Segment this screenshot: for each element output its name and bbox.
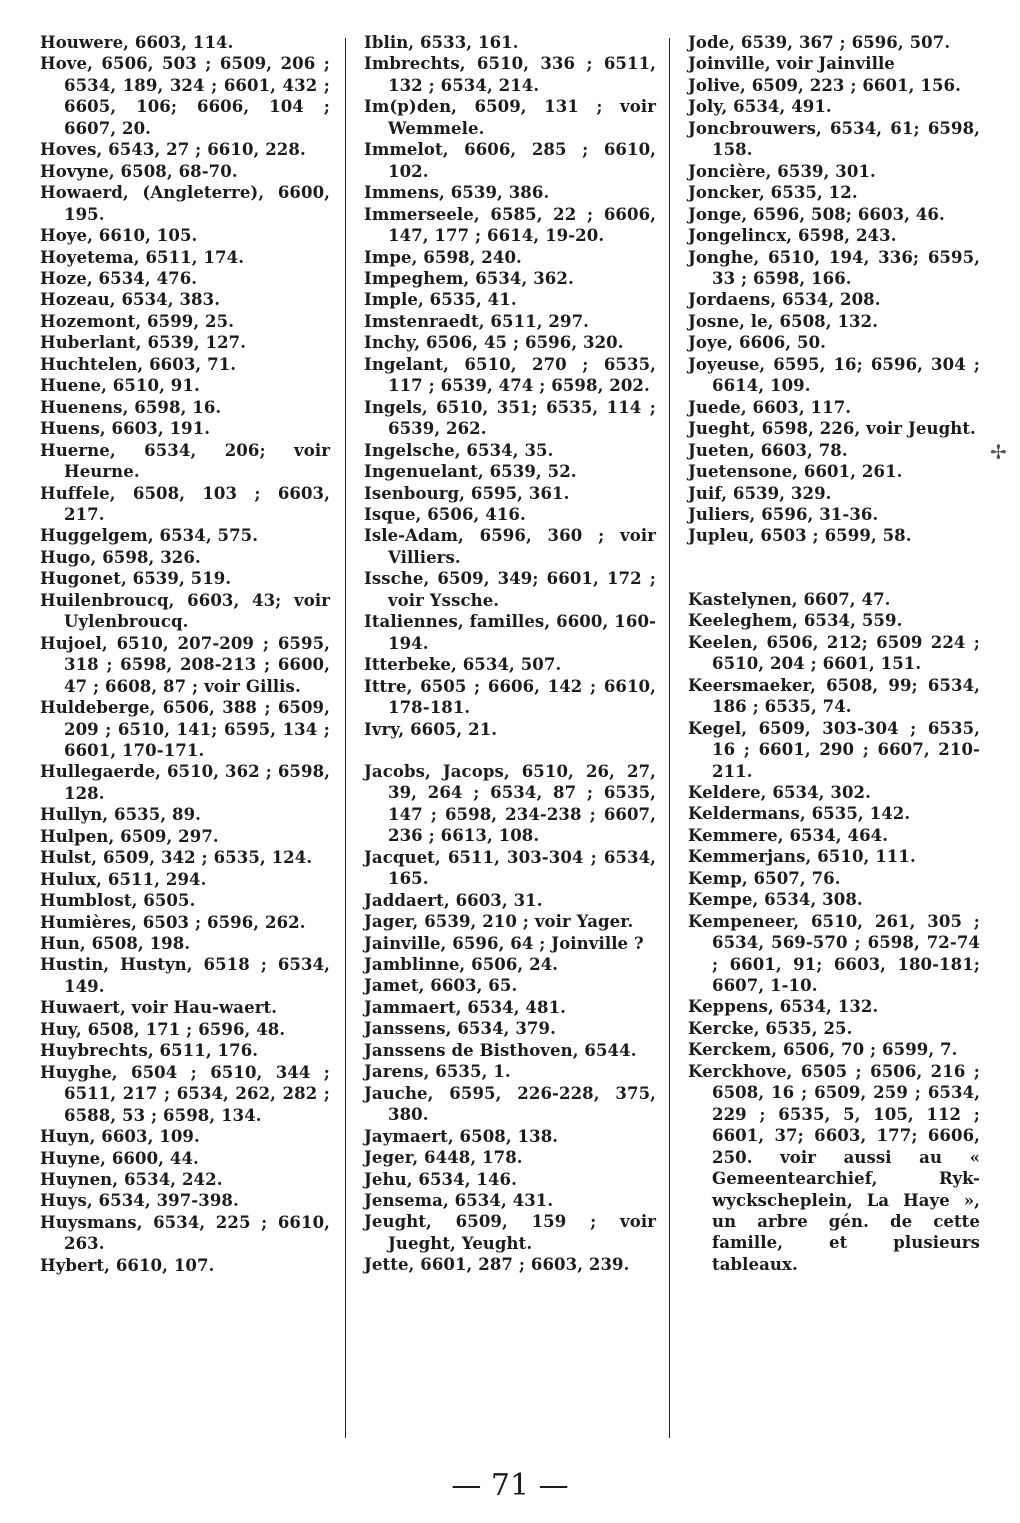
margin-mark: ✢ <box>990 440 1007 464</box>
index-entry: Hoye, 6610, 105. <box>40 226 198 246</box>
column-divider <box>669 38 670 1438</box>
index-entry: Hozemont, 6599, 25. <box>40 311 235 331</box>
index-entry: Howaerd, (Angleterre), 6600, 195. <box>40 183 330 224</box>
index-entry: Impe, 6598, 240. <box>364 247 522 267</box>
index-entry: Juliers, 6596, 31-36. <box>688 504 879 524</box>
index-entry: Janssens, 6534, 379. <box>364 1019 556 1039</box>
index-entry: Imbrechts, 6510, 336 ; 6511, 132 ; 6534, 214. <box>364 54 656 95</box>
index-entry: Hun, 6508, 198. <box>40 934 191 954</box>
section-gap <box>688 568 980 589</box>
index-entry: Josne, le, 6508, 132. <box>688 311 879 331</box>
index-entry: Ingelsche, 6534, 35. <box>364 440 554 460</box>
index-entry: Kerckhove, 6505 ; 6506, 216 ; 6508, 16 ; 6509, 259 ; 6534, 229 ; 6535, 5, 105, 112 ; 6601, 37; 6603, 177; 6606, 250. voir aussi au « Gemeentearchief, Ryk-wyckscheplein, La Haye », un arbre gén. de cette famille, et plusieurs tableaux. <box>688 1061 980 1274</box>
index-entry: Impeghem, 6534, 362. <box>364 268 574 288</box>
index-entry: Keldermans, 6535, 142. <box>688 804 911 824</box>
index-column-1 <box>40 32 330 1276</box>
index-entry: Huens, 6603, 191. <box>40 419 211 439</box>
index-entry: Isque, 6506, 416. <box>364 504 526 524</box>
index-entry: Humières, 6503 ; 6596, 262. <box>40 912 306 932</box>
index-entry: Hovyne, 6508, 68-70. <box>40 161 238 181</box>
index-entry: Jongelincx, 6598, 243. <box>688 226 897 246</box>
page-number: — 71 — <box>451 1468 569 1503</box>
index-entry: Hoyetema, 6511, 174. <box>40 247 245 267</box>
index-entry: Imple, 6535, 41. <box>364 290 517 310</box>
index-entry: Iblin, 6533, 161. <box>364 33 519 52</box>
index-entry: Kercke, 6535, 25. <box>688 1018 853 1038</box>
index-entry: Joye, 6606, 50. <box>688 333 827 353</box>
index-entry: Huffele, 6508, 103 ; 6603, 217. <box>40 483 330 524</box>
index-entry: Jarens, 6535, 1. <box>364 1062 511 1082</box>
index-entry: Huene, 6510, 91. <box>40 376 200 396</box>
index-entry: Hove, 6506, 503 ; 6509, 206 ; 6534, 189, 324 ; 6601, 432 ; 6605, 106; 6606, 104 ; 6607, 20. <box>40 54 330 138</box>
index-entry: Imstenraedt, 6511, 297. <box>364 311 590 331</box>
index-entry: Jonge, 6596, 508; 6603, 46. <box>688 204 945 224</box>
index-entry: Hustin, Hustyn, 6518 ; 6534, 149. <box>40 955 330 996</box>
index-entry: Keeleghem, 6534, 559. <box>688 611 903 631</box>
index-entry: Jupleu, 6503 ; 6599, 58. <box>688 526 912 546</box>
index-entry: Ingels, 6510, 351; 6535, 114 ; 6539, 262. <box>364 397 656 439</box>
column-divider <box>345 38 346 1438</box>
index-entry: Keldere, 6534, 302. <box>688 782 871 802</box>
index-entry: Keppens, 6534, 132. <box>688 997 879 1017</box>
index-entry: Huldeberge, 6506, 388 ; 6509, 209 ; 6510, 141; 6595, 134 ; 6601, 170-171. <box>40 698 330 760</box>
index-entry: Jaddaert, 6603, 31. <box>364 890 543 910</box>
index-entry: Huyghe, 6504 ; 6510, 344 ; 6511, 217 ; 6534, 262, 282 ; 6588, 53 ; 6598, 134. <box>40 1062 330 1125</box>
index-entry: Kemmere, 6534, 464. <box>688 825 889 845</box>
index-entry: Ivry, 6605, 21. <box>364 719 498 739</box>
index-entry: Huberlant, 6539, 127. <box>40 333 247 353</box>
index-entry: Hugonet, 6539, 519. <box>40 569 232 589</box>
index-entry: Huy, 6508, 171 ; 6596, 48. <box>40 1019 286 1039</box>
index-entry: Kastelynen, 6607, 47. <box>688 589 891 609</box>
index-entry: Kerckem, 6506, 70 ; 6599, 7. <box>688 1040 958 1060</box>
index-entry: Jode, 6539, 367 ; 6596, 507. <box>688 33 951 52</box>
index-entry: Jaymaert, 6508, 138. <box>364 1126 559 1146</box>
index-entry: Ingenuelant, 6539, 52. <box>364 462 577 482</box>
index-entry: Joly, 6534, 491. <box>688 97 832 117</box>
index-entry: Huilenbroucq, 6603, 43; voir Uylenbroucq. <box>40 590 330 632</box>
index-entry: Hugo, 6598, 326. <box>40 547 201 567</box>
index-entry: Jonghe, 6510, 194, 336; 6595, 33 ; 6598, 166. <box>688 247 980 288</box>
section-gap <box>688 547 980 568</box>
index-entry: Jauche, 6595, 226-228, 375, 380. <box>364 1083 656 1125</box>
index-entry: Keelen, 6506, 212; 6509 224 ; 6510, 204 ; 6601, 151. <box>688 632 980 674</box>
index-entry: Jehu, 6534, 146. <box>364 1169 517 1189</box>
index-entry: Hoves, 6543, 27 ; 6610, 228. <box>40 140 306 160</box>
index-entry: Hoze, 6534, 476. <box>40 268 198 288</box>
index-entry: Ittre, 6505 ; 6606, 142 ; 6610, 178-181. <box>364 676 656 718</box>
index-entry: Juif, 6539, 329. <box>688 483 832 503</box>
index-entry: Juetensone, 6601, 261. <box>688 462 903 482</box>
index-entry: Keersmaeker, 6508, 99; 6534, 186 ; 6535, 74. <box>688 675 980 717</box>
index-entry: Huyne, 6600, 44. <box>40 1148 199 1168</box>
index-entry: Huggelgem, 6534, 575. <box>40 526 259 546</box>
index-entry: Kempe, 6534, 308. <box>688 890 863 910</box>
index-entry: Im(p)den, 6509, 131 ; voir Wemmele. <box>364 97 656 138</box>
index-entry: Huynen, 6534, 242. <box>40 1170 223 1190</box>
index-entry: Huybrechts, 6511, 176. <box>40 1041 259 1061</box>
index-entry: Itterbeke, 6534, 507. <box>364 655 562 675</box>
index-entry: Huwaert, voir Hau-waert. <box>40 998 278 1018</box>
index-entry: Jordaens, 6534, 208. <box>688 290 881 310</box>
index-entry: Jainville, 6596, 64 ; Joinville ? <box>364 933 644 953</box>
index-entry: Jeger, 6448, 178. <box>364 1148 523 1168</box>
index-entry: Hullegaerde, 6510, 362 ; 6598, 128. <box>40 762 330 803</box>
index-column-2 <box>364 32 656 1276</box>
index-entry: Hybert, 6610, 107. <box>40 1255 215 1275</box>
index-entry: Joncière, 6539, 301. <box>688 161 876 181</box>
index-entry: Jensema, 6534, 431. <box>364 1191 554 1211</box>
index-entry: Huysmans, 6534, 225 ; 6610, 263. <box>40 1212 330 1254</box>
index-entry: Jeught, 6509, 159 ; voir Jueght, Yeught. <box>364 1212 656 1253</box>
index-entry: Jager, 6539, 210 ; voir Yager. <box>364 912 634 932</box>
index-entry: Huerne, 6534, 206; voir Heurne. <box>40 440 330 482</box>
index-entry: Joncbrouwers, 6534, 61; 6598, 158. <box>688 118 980 160</box>
index-entry: Hulpen, 6509, 297. <box>40 826 219 846</box>
index-entry: Jueten, 6603, 78. <box>688 440 848 460</box>
index-entry: Huyn, 6603, 109. <box>40 1127 200 1147</box>
index-entry: Jacobs, Jacops, 6510, 26, 27, 39, 264 ; 6534, 87 ; 6535, 147 ; 6598, 234-238 ; 6607, 236 ; 6613, 108. <box>364 761 656 846</box>
index-entry: Huchtelen, 6603, 71. <box>40 354 237 374</box>
index-entry: Jette, 6601, 287 ; 6603, 239. <box>364 1255 630 1275</box>
index-entry: Hulst, 6509, 342 ; 6535, 124. <box>40 848 313 868</box>
index-entry: Isenbourg, 6595, 361. <box>364 483 570 503</box>
index-entry: Jolive, 6509, 223 ; 6601, 156. <box>688 75 961 95</box>
index-entry: Kegel, 6509, 303-304 ; 6535, 16 ; 6601, 290 ; 6607, 210-211. <box>688 718 980 781</box>
index-entry: Jammaert, 6534, 481. <box>364 997 567 1017</box>
index-entry: Issche, 6509, 349; 6601, 172 ; voir Yssche. <box>364 569 656 610</box>
index-entry: Joncker, 6535, 12. <box>688 183 858 203</box>
index-entry: Joyeuse, 6595, 16; 6596, 304 ; 6614, 109. <box>688 354 980 396</box>
index-entry: Hulux, 6511, 294. <box>40 869 207 889</box>
section-gap <box>364 740 656 761</box>
index-column-3 <box>688 32 980 1275</box>
index-entry: Hujoel, 6510, 207-209 ; 6595, 318 ; 6598, 208-213 ; 6600, 47 ; 6608, 87 ; voir Gillis. <box>40 633 330 696</box>
index-entry: Houwere, 6603, 114. <box>40 33 234 52</box>
index-entry: Inchy, 6506, 45 ; 6596, 320. <box>364 333 624 353</box>
index-entry: Jamblinne, 6506, 24. <box>364 955 559 975</box>
index-entry: Juede, 6603, 117. <box>688 397 852 417</box>
index-entry: Jacquet, 6511, 303-304 ; 6534, 165. <box>364 847 656 889</box>
index-entry: Ingelant, 6510, 270 ; 6535, 117 ; 6539, 474 ; 6598, 202. <box>364 354 656 396</box>
index-entry: Immelot, 6606, 285 ; 6610, 102. <box>364 140 656 181</box>
index-entry: Jamet, 6603, 65. <box>364 976 518 996</box>
index-entry: Immerseele, 6585, 22 ; 6606, 147, 177 ; 6614, 19-20. <box>364 204 656 246</box>
index-entry: Hullyn, 6535, 89. <box>40 805 202 825</box>
index-entry: Hozeau, 6534, 383. <box>40 290 221 310</box>
index-entry: Isle-Adam, 6596, 360 ; voir Villiers. <box>364 526 656 567</box>
index-entry: Humblost, 6505. <box>40 891 196 911</box>
index-entry: Huys, 6534, 397-398. <box>40 1191 239 1211</box>
index-entry: Immens, 6539, 386. <box>364 183 550 203</box>
index-entry: Kemp, 6507, 76. <box>688 868 841 888</box>
index-entry: Italiennes, familles, 6600, 160-194. <box>364 612 656 653</box>
index-entry: Jueght, 6598, 226, voir Jeught. <box>688 419 976 439</box>
index-entry: Janssens de Bisthoven, 6544. <box>364 1040 637 1060</box>
index-entry: Joinville, voir Jainville <box>688 54 895 74</box>
index-entry: Huenens, 6598, 16. <box>40 397 222 417</box>
index-entry: Kemmerjans, 6510, 111. <box>688 847 916 867</box>
index-entry: Kempeneer, 6510, 261, 305 ; 6534, 569-570 ; 6598, 72-74 ; 6601, 91; 6603, 180-181; 6607, 1-10. <box>688 911 980 996</box>
